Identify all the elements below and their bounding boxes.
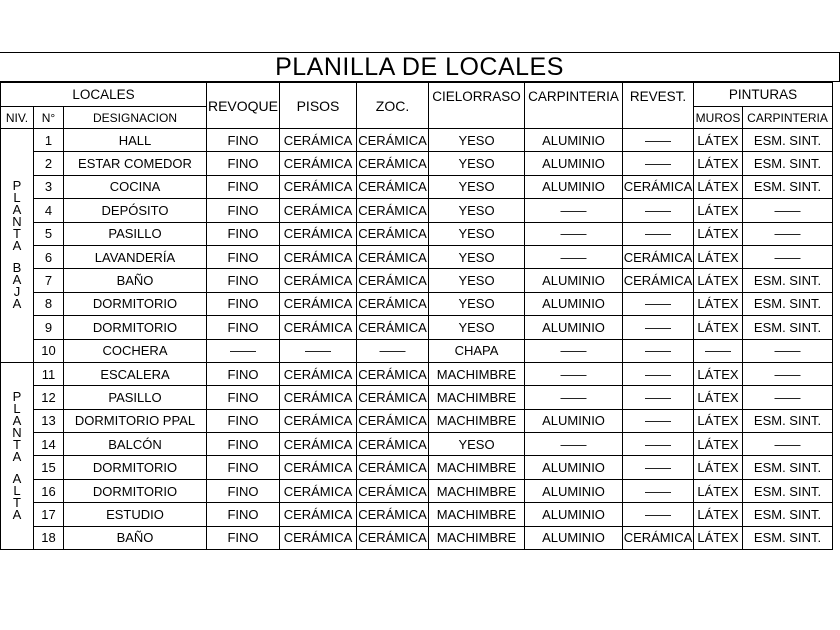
cell-designacion: ESTAR COMEDOR (64, 152, 207, 175)
cell-revestimiento: —— (623, 362, 694, 385)
cell-pisos: CERÁMICA (280, 362, 357, 385)
cell-cielorraso: YESO (429, 222, 525, 245)
cell-pintura-carpinteria: ESM. SINT. (743, 269, 833, 292)
cell-numero: 4 (34, 199, 64, 222)
table-row (1, 362, 833, 385)
cell-revestimiento: —— (623, 316, 694, 339)
header-revestimiento: REVEST. (623, 83, 694, 129)
cell-revoque: FINO (207, 526, 280, 549)
cell-revoque: FINO (207, 175, 280, 198)
cell-carpinteria: —— (525, 245, 623, 268)
cell-designacion: DEPÓSITO (64, 199, 207, 222)
table-row (1, 526, 833, 549)
cell-pisos: CERÁMICA (280, 175, 357, 198)
table-row (1, 409, 833, 432)
cell-carpinteria: ALUMINIO (525, 456, 623, 479)
header-nivel: NIV. (1, 107, 34, 129)
cell-designacion: ESCALERA (64, 362, 207, 385)
cell-cielorraso: YESO (429, 269, 525, 292)
table-row (1, 386, 833, 409)
table-row (1, 222, 833, 245)
cell-carpinteria: ALUMINIO (525, 129, 623, 152)
cell-zocalo: CERÁMICA (357, 222, 429, 245)
table-row (1, 129, 833, 152)
cell-designacion: DORMITORIO (64, 292, 207, 315)
cell-muros: LÁTEX (694, 199, 743, 222)
table-row (1, 152, 833, 175)
cell-zocalo: CERÁMICA (357, 409, 429, 432)
cell-zocalo: CERÁMICA (357, 129, 429, 152)
cell-pintura-carpinteria: —— (743, 339, 833, 362)
cell-numero: 13 (34, 409, 64, 432)
cell-pintura-carpinteria: ESM. SINT. (743, 409, 833, 432)
cell-carpinteria: —— (525, 222, 623, 245)
cell-zocalo: CERÁMICA (357, 526, 429, 549)
header-designacion: DESIGNACION (64, 107, 207, 129)
cell-cielorraso: YESO (429, 199, 525, 222)
cell-designacion: DORMITORIO (64, 479, 207, 502)
cell-revoque: FINO (207, 386, 280, 409)
cell-pisos: CERÁMICA (280, 526, 357, 549)
cell-revoque: FINO (207, 316, 280, 339)
cell-pisos: CERÁMICA (280, 269, 357, 292)
cell-revoque: FINO (207, 292, 280, 315)
nivel-planta-baja: P L A N T A B A J A (1, 129, 34, 363)
header-pintura-carpinteria: CARPINTERIA (743, 107, 833, 129)
cell-pisos: CERÁMICA (280, 199, 357, 222)
cell-revestimiento: —— (623, 503, 694, 526)
cell-numero: 10 (34, 339, 64, 362)
table-row (1, 339, 833, 362)
cell-zocalo: CERÁMICA (357, 456, 429, 479)
cell-revestimiento: —— (623, 292, 694, 315)
cell-cielorraso: YESO (429, 292, 525, 315)
header-muros: MUROS (694, 107, 743, 129)
cell-pisos: —— (280, 339, 357, 362)
cell-numero: 7 (34, 269, 64, 292)
cell-pisos: CERÁMICA (280, 433, 357, 456)
cell-pintura-carpinteria: —— (743, 245, 833, 268)
cell-pintura-carpinteria: —— (743, 199, 833, 222)
cell-designacion: DORMITORIO (64, 316, 207, 339)
cell-carpinteria: —— (525, 339, 623, 362)
cell-carpinteria: ALUMINIO (525, 409, 623, 432)
cell-cielorraso: MACHIMBRE (429, 479, 525, 502)
cell-pintura-carpinteria: ESM. SINT. (743, 316, 833, 339)
cell-revoque: —— (207, 339, 280, 362)
cell-pisos: CERÁMICA (280, 292, 357, 315)
cell-muros: LÁTEX (694, 526, 743, 549)
cell-revestimiento: CERÁMICA (623, 526, 694, 549)
cell-muros: LÁTEX (694, 409, 743, 432)
cell-muros: LÁTEX (694, 433, 743, 456)
cell-muros: LÁTEX (694, 456, 743, 479)
cell-pisos: CERÁMICA (280, 245, 357, 268)
cell-pisos: CERÁMICA (280, 316, 357, 339)
table-row (1, 175, 833, 198)
cell-revestimiento: CERÁMICA (623, 269, 694, 292)
table-row (1, 245, 833, 268)
cell-carpinteria: ALUMINIO (525, 503, 623, 526)
cell-zocalo: CERÁMICA (357, 433, 429, 456)
cell-revestimiento: —— (623, 152, 694, 175)
cell-numero: 14 (34, 433, 64, 456)
cell-muros: LÁTEX (694, 292, 743, 315)
cell-revoque: FINO (207, 456, 280, 479)
cell-revoque: FINO (207, 433, 280, 456)
cell-carpinteria: ALUMINIO (525, 479, 623, 502)
cell-numero: 1 (34, 129, 64, 152)
cell-designacion: BAÑO (64, 526, 207, 549)
header-pisos: PISOS (280, 83, 357, 129)
cell-cielorraso: MACHIMBRE (429, 409, 525, 432)
cell-pintura-carpinteria: ESM. SINT. (743, 175, 833, 198)
table-row (1, 199, 833, 222)
cell-muros: LÁTEX (694, 269, 743, 292)
cell-pintura-carpinteria: —— (743, 433, 833, 456)
cell-revoque: FINO (207, 245, 280, 268)
cell-pintura-carpinteria: —— (743, 362, 833, 385)
cell-designacion: DORMITORIO PPAL (64, 409, 207, 432)
cell-muros: LÁTEX (694, 152, 743, 175)
cell-revestimiento: CERÁMICA (623, 175, 694, 198)
cell-cielorraso: YESO (429, 129, 525, 152)
cell-revestimiento: —— (623, 339, 694, 362)
table-row (1, 456, 833, 479)
cell-revestimiento: —— (623, 479, 694, 502)
cell-carpinteria: —— (525, 362, 623, 385)
cell-zocalo: CERÁMICA (357, 199, 429, 222)
cell-zocalo: CERÁMICA (357, 316, 429, 339)
cell-revestimiento: —— (623, 222, 694, 245)
cell-pisos: CERÁMICA (280, 479, 357, 502)
cell-numero: 3 (34, 175, 64, 198)
cell-cielorraso: YESO (429, 175, 525, 198)
cell-numero: 9 (34, 316, 64, 339)
cell-numero: 2 (34, 152, 64, 175)
cell-cielorraso: YESO (429, 316, 525, 339)
cell-pisos: CERÁMICA (280, 222, 357, 245)
cell-designacion: ESTUDIO (64, 503, 207, 526)
cell-revoque: FINO (207, 409, 280, 432)
cell-revestimiento: —— (623, 386, 694, 409)
cell-revestimiento: —— (623, 129, 694, 152)
cell-cielorraso: CHAPA (429, 339, 525, 362)
cell-zocalo: CERÁMICA (357, 245, 429, 268)
cell-revestimiento: —— (623, 433, 694, 456)
cell-pisos: CERÁMICA (280, 503, 357, 526)
header-pinturas: PINTURAS (694, 83, 833, 107)
table-row (1, 269, 833, 292)
cell-designacion: DORMITORIO (64, 456, 207, 479)
header-zocalo: ZOC. (357, 83, 429, 129)
cell-cielorraso: MACHIMBRE (429, 362, 525, 385)
cell-carpinteria: ALUMINIO (525, 152, 623, 175)
cell-muros: LÁTEX (694, 129, 743, 152)
cell-revoque: FINO (207, 222, 280, 245)
cell-carpinteria: ALUMINIO (525, 292, 623, 315)
cell-revestimiento: CERÁMICA (623, 245, 694, 268)
cell-muros: —— (694, 339, 743, 362)
planilla-sheet (0, 52, 840, 550)
cell-numero: 18 (34, 526, 64, 549)
cell-zocalo: CERÁMICA (357, 479, 429, 502)
cell-muros: LÁTEX (694, 386, 743, 409)
cell-revestimiento: —— (623, 199, 694, 222)
header-cielorraso: CIELORRASO (429, 83, 525, 129)
cell-designacion: PASILLO (64, 386, 207, 409)
cell-cielorraso: MACHIMBRE (429, 503, 525, 526)
cell-carpinteria: ALUMINIO (525, 269, 623, 292)
cell-designacion: COCHERA (64, 339, 207, 362)
cell-cielorraso: MACHIMBRE (429, 386, 525, 409)
cell-zocalo: CERÁMICA (357, 503, 429, 526)
cell-zocalo: CERÁMICA (357, 386, 429, 409)
cell-pintura-carpinteria: ESM. SINT. (743, 152, 833, 175)
cell-cielorraso: YESO (429, 245, 525, 268)
cell-pintura-carpinteria: —— (743, 386, 833, 409)
cell-pintura-carpinteria: ESM. SINT. (743, 479, 833, 502)
table-row (1, 433, 833, 456)
cell-muros: LÁTEX (694, 503, 743, 526)
cell-zocalo: CERÁMICA (357, 269, 429, 292)
cell-numero: 16 (34, 479, 64, 502)
cell-carpinteria: —— (525, 199, 623, 222)
cell-carpinteria: ALUMINIO (525, 175, 623, 198)
header-carpinteria: CARPINTERIA (525, 83, 623, 129)
cell-revestimiento: —— (623, 409, 694, 432)
header-revoque: REVOQUE (207, 83, 280, 129)
cell-pisos: CERÁMICA (280, 409, 357, 432)
cell-muros: LÁTEX (694, 175, 743, 198)
table-row (1, 316, 833, 339)
table-row (1, 503, 833, 526)
cell-numero: 11 (34, 362, 64, 385)
cell-muros: LÁTEX (694, 479, 743, 502)
cell-designacion: PASILLO (64, 222, 207, 245)
cell-pintura-carpinteria: ESM. SINT. (743, 526, 833, 549)
cell-revoque: FINO (207, 129, 280, 152)
cell-numero: 8 (34, 292, 64, 315)
nivel-planta-alta: P L A N T A A L T A (1, 362, 34, 549)
cell-pintura-carpinteria: ESM. SINT. (743, 292, 833, 315)
cell-revestimiento: —— (623, 456, 694, 479)
cell-muros: LÁTEX (694, 222, 743, 245)
header-locales: LOCALES (1, 83, 207, 107)
cell-zocalo: CERÁMICA (357, 292, 429, 315)
cell-numero: 6 (34, 245, 64, 268)
cell-revoque: FINO (207, 479, 280, 502)
cell-revoque: FINO (207, 152, 280, 175)
cell-pintura-carpinteria: ESM. SINT. (743, 503, 833, 526)
cell-cielorraso: MACHIMBRE (429, 526, 525, 549)
cell-designacion: LAVANDERÍA (64, 245, 207, 268)
locales-rows (1, 129, 833, 550)
header-numero: N° (34, 107, 64, 129)
cell-pisos: CERÁMICA (280, 152, 357, 175)
cell-carpinteria: ALUMINIO (525, 316, 623, 339)
cell-cielorraso: YESO (429, 433, 525, 456)
cell-carpinteria: ALUMINIO (525, 526, 623, 549)
cell-revoque: FINO (207, 269, 280, 292)
cell-designacion: HALL (64, 129, 207, 152)
cell-pisos: CERÁMICA (280, 386, 357, 409)
cell-cielorraso: YESO (429, 152, 525, 175)
cell-numero: 5 (34, 222, 64, 245)
cell-pintura-carpinteria: —— (743, 222, 833, 245)
cell-zocalo: CERÁMICA (357, 175, 429, 198)
cell-pintura-carpinteria: ESM. SINT. (743, 129, 833, 152)
cell-revoque: FINO (207, 503, 280, 526)
cell-muros: LÁTEX (694, 245, 743, 268)
table-row (1, 479, 833, 502)
cell-numero: 17 (34, 503, 64, 526)
cell-cielorraso: MACHIMBRE (429, 456, 525, 479)
table-row (1, 292, 833, 315)
cell-designacion: BALCÓN (64, 433, 207, 456)
cell-zocalo: —— (357, 339, 429, 362)
cell-revoque: FINO (207, 199, 280, 222)
cell-numero: 12 (34, 386, 64, 409)
cell-muros: LÁTEX (694, 316, 743, 339)
cell-revoque: FINO (207, 362, 280, 385)
cell-carpinteria: —— (525, 386, 623, 409)
cell-zocalo: CERÁMICA (357, 152, 429, 175)
cell-pintura-carpinteria: ESM. SINT. (743, 456, 833, 479)
cell-carpinteria: —— (525, 433, 623, 456)
locales-table (0, 82, 833, 550)
cell-zocalo: CERÁMICA (357, 362, 429, 385)
cell-numero: 15 (34, 456, 64, 479)
cell-designacion: BAÑO (64, 269, 207, 292)
cell-muros: LÁTEX (694, 362, 743, 385)
cell-pisos: CERÁMICA (280, 129, 357, 152)
cell-pisos: CERÁMICA (280, 456, 357, 479)
cell-designacion: COCINA (64, 175, 207, 198)
page-title: PLANILLA DE LOCALES (0, 52, 840, 82)
